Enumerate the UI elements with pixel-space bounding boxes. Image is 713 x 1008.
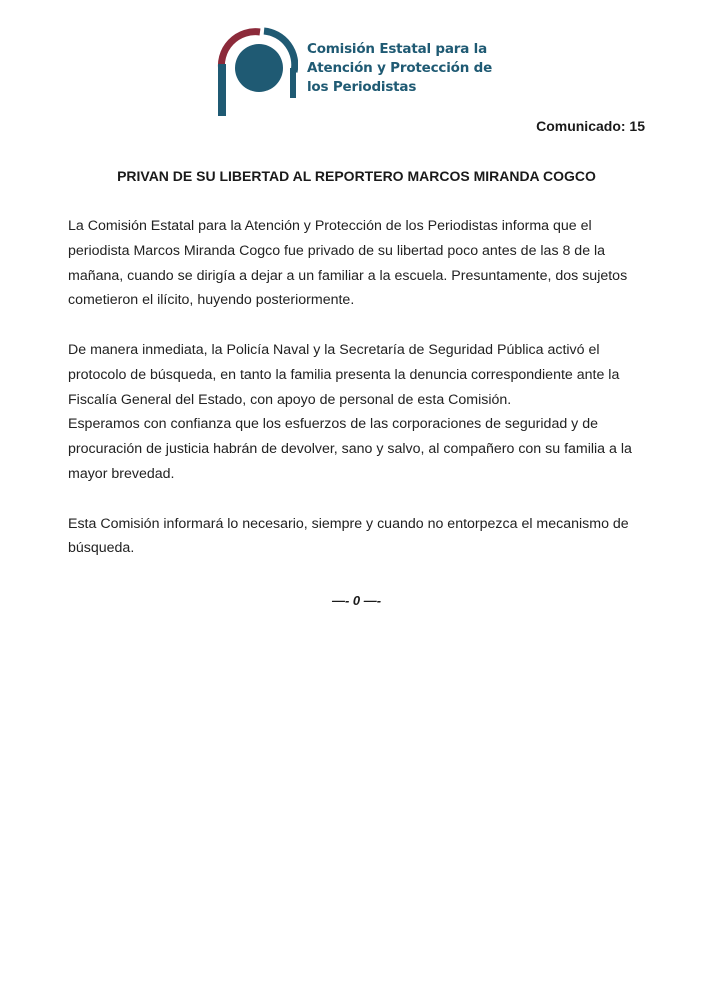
comunicado-number: Comunicado: 15 [536, 118, 645, 134]
press-release-body [68, 214, 648, 586]
paragraph-2: De manera inmediata, la Policía Naval y la Secretaría de Seguridad Pública activó el protocolo de búsqueda, en tanto la familia presenta la denuncia correspondiente ante la Fiscalía General del Estado, con apoyo de personal de esta Comisión. [68, 341, 620, 408]
logo-text-line-3: los Periodistas [307, 79, 417, 95]
cepp-logo [216, 20, 506, 118]
cepp-logo-mark-icon [216, 20, 298, 118]
logo-text [307, 40, 492, 97]
closing-mark: —- 0 —- [331, 593, 382, 608]
paragraph-1: La Comisión Estatal para la Atención y Protección de los Periodistas informa que el periodista Marcos Miranda Cogco fue privado de su libertad poco antes de las 8 de la mañana, cuando se dirigía a dejar a un familiar a la escuela. Presuntamente, dos sujetos cometieron el ilícito, huyendo posteriormente. [68, 218, 628, 309]
logo-text-line-1: Comisión Estatal para la [307, 41, 488, 57]
paragraph-3: Esperamos con confianza que los esfuerzos de las corporaciones de seguridad y de procuración de justicia habrán de devolver, sano y salvo, al compañero con su familia a la mayor brevedad. [68, 416, 632, 482]
press-release-headline: PRIVAN DE SU LIBERTAD AL REPORTERO MARCOS MIRANDA COGCO [117, 168, 596, 184]
paragraph-4: Esta Comisión informará lo necesario, siempre y cuando no entorpezca el mecanismo de búsqueda. [68, 515, 629, 557]
logo-text-line-2: Atención y Protección de [307, 60, 493, 76]
